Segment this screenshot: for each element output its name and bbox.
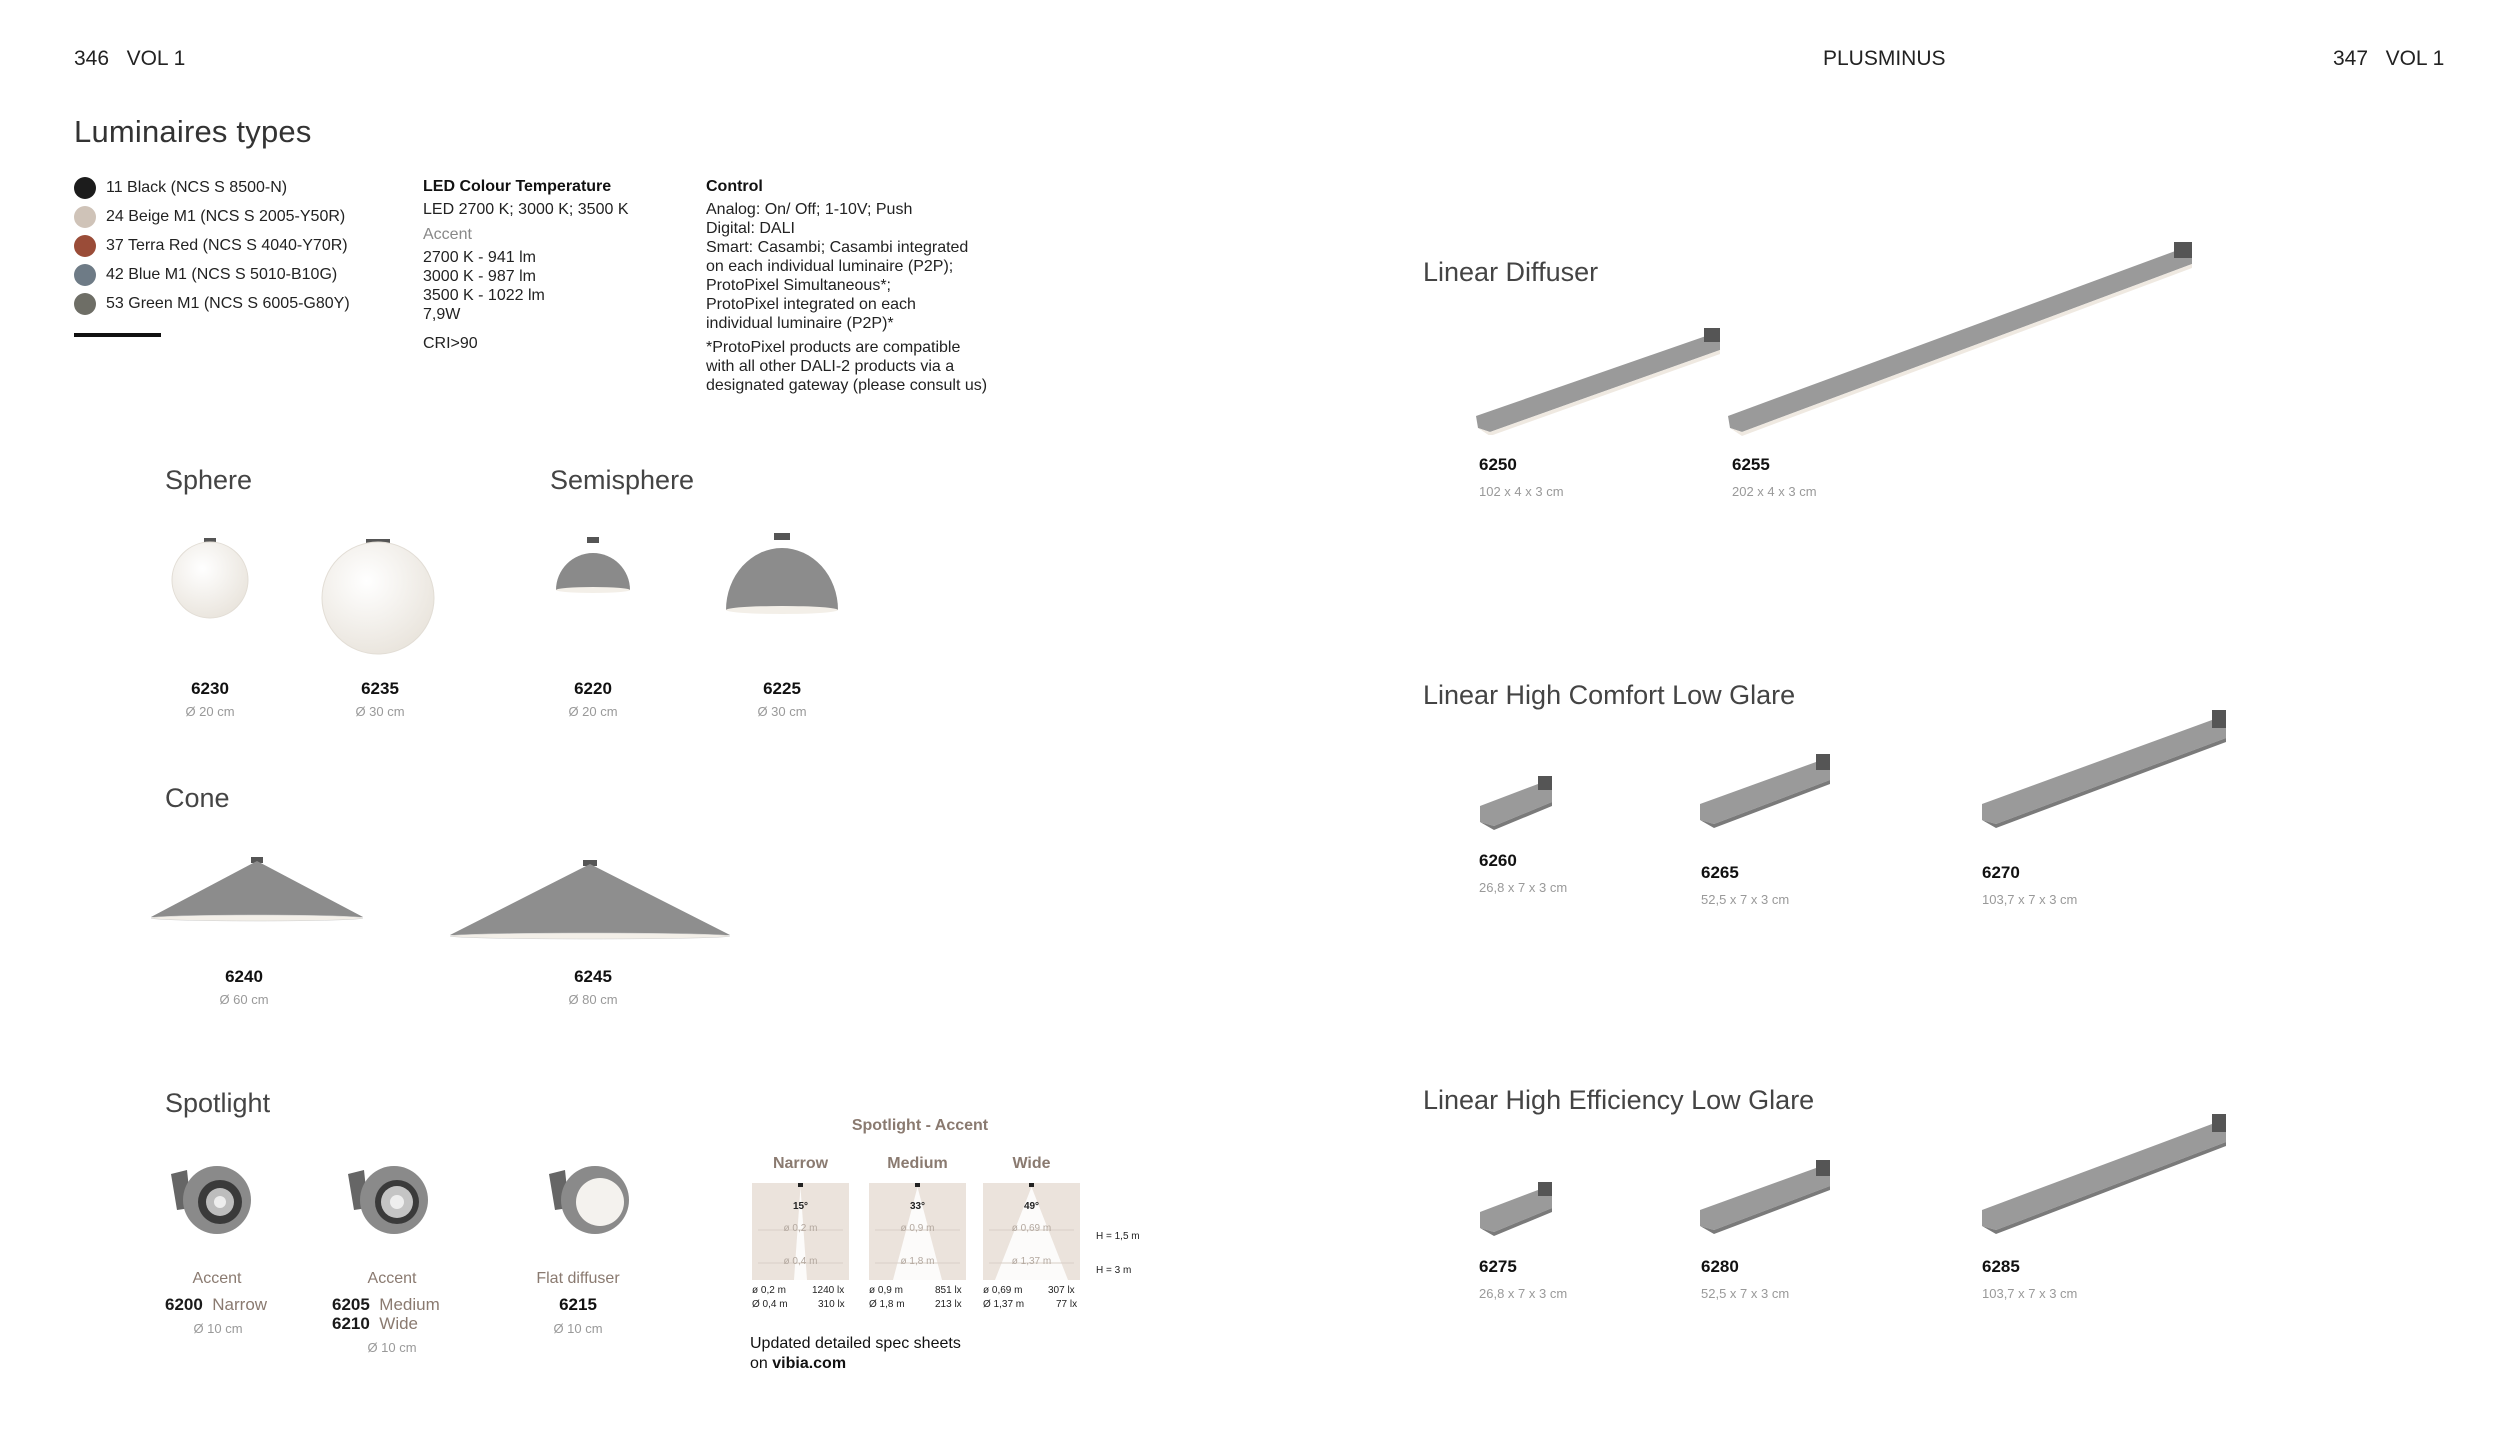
product-dimension: Ø 10 cm — [193, 1321, 243, 1336]
section-title-cone: Cone — [165, 783, 230, 813]
product-dimension: Ø 20 cm — [185, 704, 235, 719]
product-dimension: 102 x 4 x 3 cm — [1479, 484, 1564, 499]
spec-sheet-note-prefix: on — [750, 1355, 773, 1372]
linear-diffuser-6255-image — [1722, 238, 2197, 438]
product-dimension: 26,8 x 7 x 3 cm — [1479, 880, 1568, 895]
linear-efficiency-6280-image — [1696, 1154, 1834, 1236]
colour-item — [74, 173, 350, 202]
colour-list — [74, 173, 350, 318]
product-code: 6230 — [191, 679, 229, 698]
beam-diagram-wide — [983, 1183, 1080, 1280]
right-page-number: 347 VOL 1 — [2333, 47, 2445, 70]
product-code: 6240 — [225, 967, 263, 986]
colour-item — [74, 231, 350, 260]
control-note: designated gateway (please consult us) — [706, 377, 988, 394]
colour-swatch — [74, 206, 96, 228]
product-code: 6250 — [1479, 455, 1517, 474]
spotlight-variant: Medium — [379, 1295, 440, 1314]
section-title-sphere: Sphere — [165, 465, 253, 495]
beam-column-name: Wide — [1012, 1155, 1051, 1172]
beam-lux-value: 310 lx — [818, 1299, 845, 1310]
spotlight-code-row — [165, 1295, 267, 1315]
beam-lux-diameter: ø 0,69 m — [983, 1285, 1023, 1296]
section-title-semisphere: Semisphere — [550, 465, 695, 495]
colour-item — [74, 260, 350, 289]
led-line: 7,9W — [423, 306, 461, 323]
sphere-small-image — [160, 530, 260, 630]
linear-comfort-6270-image — [1978, 706, 2230, 830]
product-code: 6270 — [1982, 863, 2020, 882]
spotlight-variant: Narrow — [212, 1295, 268, 1314]
beam-lux-value: 77 lx — [1056, 1299, 1078, 1310]
beam-angle: 33° — [909, 1201, 926, 1212]
product-code: 6285 — [1982, 1257, 2020, 1276]
led-line: 2700 K - 941 lm — [423, 249, 536, 266]
product-dimension: 52,5 x 7 x 3 cm — [1701, 1286, 1790, 1301]
beam-diameter: ø 1,37 m — [1011, 1256, 1052, 1267]
colour-label: 42 Blue M1 (NCS S 5010-B10G) — [106, 265, 338, 283]
beam-diameter: ø 0,2 m — [783, 1223, 818, 1234]
spotlight-type-label: Accent — [192, 1270, 242, 1287]
linear-comfort-6265-image — [1696, 748, 1834, 830]
product-dimension: Ø 60 cm — [219, 992, 269, 1007]
vibia-link[interactable]: vibia.com — [772, 1355, 847, 1372]
spotlight-flat-image — [543, 1160, 638, 1245]
control-spec — [706, 178, 987, 395]
colour-swatch — [74, 177, 96, 199]
product-dimension: 202 x 4 x 3 cm — [1732, 484, 1817, 499]
beam-diagram-narrow — [752, 1183, 849, 1280]
beam-lux-diameter: Ø 0,4 m — [752, 1299, 788, 1310]
control-line: individual luminaire (P2P)* — [706, 315, 894, 332]
semisphere-small-image — [548, 535, 638, 595]
control-line: ProtoPixel integrated on each — [706, 296, 916, 313]
brand-header: PLUSMINUS — [1823, 47, 1946, 70]
product-dimension: Ø 30 cm — [757, 704, 807, 719]
semisphere-large-image — [720, 530, 845, 620]
spotlight-type-label: Flat diffuser — [536, 1270, 620, 1287]
beam-lux-value: 1240 lx — [812, 1285, 845, 1296]
spotlight-type-label: Accent — [367, 1270, 417, 1287]
section-title-spotlight: Spotlight — [165, 1088, 271, 1118]
product-code: 6220 — [574, 679, 612, 698]
left-page-number: 346 VOL 1 — [74, 47, 186, 70]
beam-angle: 15° — [792, 1201, 809, 1212]
control-heading: Control — [706, 178, 763, 195]
control-line: Smart: Casambi; Casambi integrated — [706, 239, 969, 256]
spec-sheet-note-line: Updated detailed spec sheets — [750, 1335, 961, 1352]
colour-swatch — [74, 235, 96, 257]
beam-title: Spotlight - Accent — [851, 1117, 989, 1134]
beam-height-label: H = 3 m — [1096, 1265, 1132, 1276]
product-code: 6280 — [1701, 1257, 1739, 1276]
beam-diameter: ø 0,4 m — [783, 1256, 818, 1267]
beam-diameter: ø 0,9 m — [900, 1223, 935, 1234]
product-code: 6245 — [574, 967, 612, 986]
beam-diagram-medium — [869, 1183, 966, 1280]
colour-item — [74, 289, 350, 318]
section-title-linear-comfort: Linear High Comfort Low Glare — [1423, 680, 1796, 710]
beam-lux-value: 851 lx — [935, 1285, 962, 1296]
led-cri: CRI>90 — [423, 335, 478, 352]
led-line: 3000 K - 987 lm — [423, 268, 536, 285]
colour-swatch — [74, 264, 96, 286]
spotlight-code-row — [332, 1314, 418, 1334]
control-note: with all other DALI-2 products via a — [706, 358, 955, 375]
beam-angle: 49° — [1023, 1201, 1040, 1212]
control-line: Digital: DALI — [706, 220, 795, 237]
beam-lux-diameter: ø 0,2 m — [752, 1285, 786, 1296]
colour-swatch — [74, 293, 96, 315]
beam-lux-diameter: ø 0,9 m — [869, 1285, 903, 1296]
product-dimension: Ø 30 cm — [355, 704, 405, 719]
spotlight-code-row — [332, 1295, 440, 1315]
linear-efficiency-6275-image — [1476, 1176, 1556, 1236]
product-code: 6255 — [1732, 455, 1770, 474]
product-code: 6275 — [1479, 1257, 1517, 1276]
section-title-linear-efficiency: Linear High Efficiency Low Glare — [1423, 1085, 1815, 1115]
control-note: *ProtoPixel products are compatible — [706, 339, 961, 356]
beam-lux-diameter: Ø 1,37 m — [983, 1299, 1025, 1310]
product-code: 6215 — [559, 1295, 597, 1314]
product-code: 6235 — [361, 679, 399, 698]
linear-efficiency-6285-image — [1978, 1110, 2230, 1236]
section-title-linear-diffuser: Linear Diffuser — [1423, 257, 1599, 287]
product-code: 6210 — [332, 1314, 370, 1333]
spotlight-narrow-image — [165, 1160, 260, 1245]
beam-diameter: ø 0,69 m — [1011, 1223, 1052, 1234]
control-line: Analog: On/ Off; 1-10V; Push — [706, 201, 913, 218]
colour-label: 37 Terra Red (NCS S 4040-Y70R) — [106, 236, 348, 254]
led-line: 3500 K - 1022 lm — [423, 287, 545, 304]
page-title: Luminaires types — [74, 114, 312, 149]
beam-height-label: H = 1,5 m — [1096, 1231, 1140, 1242]
cone-small-image — [145, 855, 370, 925]
product-code: 6200 — [165, 1295, 203, 1314]
product-dimension: 26,8 x 7 x 3 cm — [1479, 1286, 1568, 1301]
product-dimension: Ø 80 cm — [568, 992, 618, 1007]
product-code: 6265 — [1701, 863, 1739, 882]
product-code: 6225 — [763, 679, 801, 698]
sphere-large-image — [318, 535, 438, 660]
control-line: ProtoPixel Simultaneous*; — [706, 277, 891, 294]
beam-column-name: Narrow — [772, 1155, 829, 1172]
product-dimension: Ø 10 cm — [553, 1321, 603, 1336]
colour-item — [74, 202, 350, 231]
product-dimension: Ø 10 cm — [367, 1340, 417, 1355]
linear-diffuser-6250-image — [1470, 320, 1725, 435]
led-spec — [423, 178, 628, 353]
divider — [74, 333, 161, 337]
colour-label: 24 Beige M1 (NCS S 2005-Y50R) — [106, 207, 346, 225]
spotlight-variant: Wide — [379, 1314, 419, 1333]
spec-sheet-note — [750, 1334, 961, 1374]
product-dimension: Ø 20 cm — [568, 704, 618, 719]
linear-comfort-6260-image — [1476, 770, 1556, 830]
beam-lux-value: 213 lx — [935, 1299, 962, 1310]
product-dimension: 52,5 x 7 x 3 cm — [1701, 892, 1790, 907]
product-dimension: 103,7 x 7 x 3 cm — [1982, 1286, 2078, 1301]
product-code: 6260 — [1479, 851, 1517, 870]
control-line: on each individual luminaire (P2P); — [706, 258, 954, 275]
cone-large-image — [443, 858, 738, 943]
led-heading: LED Colour Temperature — [423, 178, 612, 195]
led-accent-label: Accent — [423, 226, 472, 243]
beam-lux-value: 307 lx — [1048, 1285, 1075, 1296]
beam-diameter: ø 1,8 m — [900, 1256, 935, 1267]
colour-label: 53 Green M1 (NCS S 6005-G80Y) — [106, 294, 350, 312]
product-dimension: 103,7 x 7 x 3 cm — [1982, 892, 2078, 907]
spotlight-medium-image — [342, 1160, 437, 1245]
beam-column-name: Medium — [887, 1155, 948, 1172]
beam-lux-diameter: Ø 1,8 m — [869, 1299, 905, 1310]
colour-label: 11 Black (NCS S 8500-N) — [106, 178, 288, 196]
led-temps: LED 2700 K; 3000 K; 3500 K — [423, 201, 629, 218]
product-code: 6205 — [332, 1295, 370, 1314]
